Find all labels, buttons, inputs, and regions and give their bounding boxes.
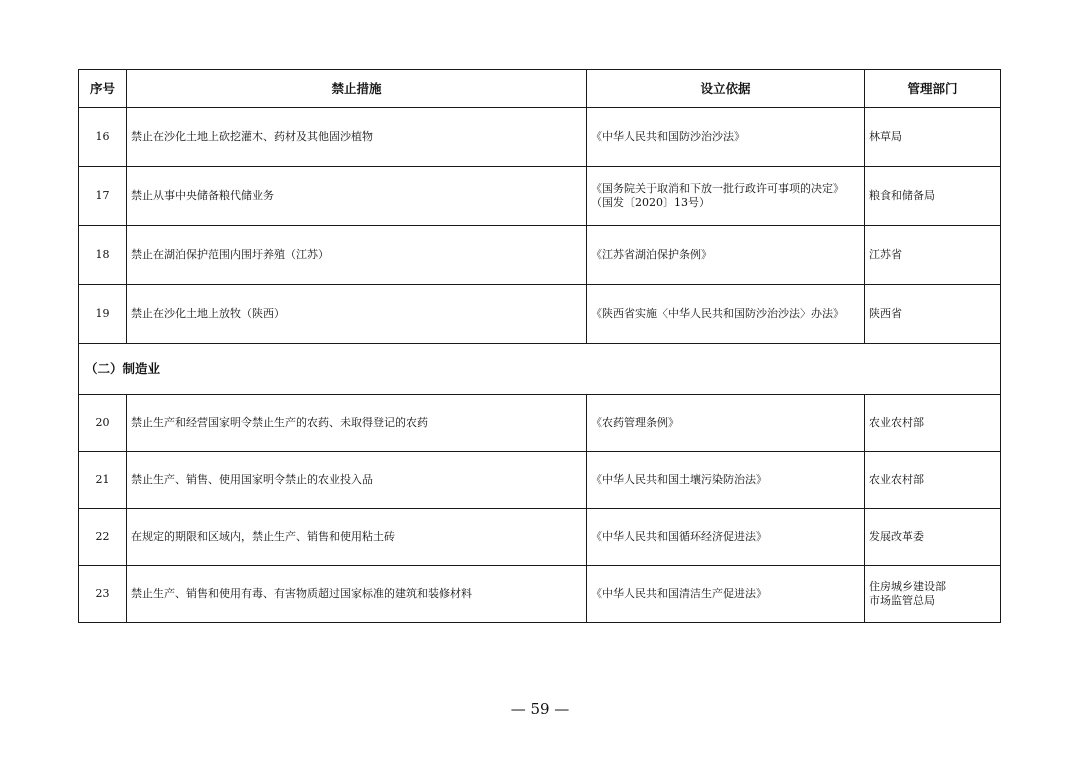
row-measure: 禁止在沙化土地上砍挖灌木、药材及其他固沙植物 (127, 108, 587, 167)
section-row (79, 344, 1001, 395)
row-basis: 《中华人民共和国防沙治沙法》 (587, 108, 865, 167)
prohibition-table (78, 69, 1001, 623)
row-number: 23 (79, 566, 127, 623)
table-row (79, 285, 1001, 344)
header-measure: 禁止措施 (127, 70, 587, 108)
table-row (79, 566, 1001, 623)
header-dept: 管理部门 (865, 70, 1001, 108)
table-row (79, 395, 1001, 452)
page-number: — 59 — (510, 700, 570, 718)
row-measure: 在规定的期限和区域内，禁止生产、销售和使用粘土砖 (127, 509, 587, 566)
table-row (79, 509, 1001, 566)
table-row (79, 108, 1001, 167)
dept-line: 市场监管总局 (869, 594, 935, 607)
row-basis: 《中华人民共和国土壤污染防治法》 (587, 452, 865, 509)
row-dept: 农业农村部 (865, 395, 1001, 452)
table-header-row (79, 70, 1001, 108)
row-dept: 林草局 (865, 108, 1001, 167)
row-measure: 禁止生产、销售、使用国家明令禁止的农业投入品 (127, 452, 587, 509)
row-measure: 禁止生产和经营国家明令禁止生产的农药、未取得登记的农药 (127, 395, 587, 452)
row-dept: 陕西省 (865, 285, 1001, 344)
row-dept (865, 566, 1001, 623)
section-title: （二）制造业 (79, 344, 1001, 395)
row-dept: 发展改革委 (865, 509, 1001, 566)
row-measure: 禁止从事中央储备粮代储业务 (127, 167, 587, 226)
row-number: 16 (79, 108, 127, 167)
row-number: 18 (79, 226, 127, 285)
row-dept: 粮食和储备局 (865, 167, 1001, 226)
row-measure: 禁止在沙化土地上放牧（陕西） (127, 285, 587, 344)
row-basis: 《江苏省湖泊保护条例》 (587, 226, 865, 285)
table-row (79, 226, 1001, 285)
row-basis: 《国务院关于取消和下放一批行政许可事项的决定》（国发〔2020〕13号） (587, 167, 865, 226)
row-number: 19 (79, 285, 127, 344)
row-measure: 禁止在湖泊保护范围内围圩养殖（江苏） (127, 226, 587, 285)
row-number: 20 (79, 395, 127, 452)
row-basis: 《农药管理条例》 (587, 395, 865, 452)
row-basis: 《陕西省实施〈中华人民共和国防沙治沙法〉办法》 (587, 285, 865, 344)
row-measure: 禁止生产、销售和使用有毒、有害物质超过国家标准的建筑和装修材料 (127, 566, 587, 623)
row-number: 21 (79, 452, 127, 509)
row-dept: 农业农村部 (865, 452, 1001, 509)
row-number: 22 (79, 509, 127, 566)
header-basis: 设立依据 (587, 70, 865, 108)
row-basis: 《中华人民共和国循环经济促进法》 (587, 509, 865, 566)
header-no: 序号 (79, 70, 127, 108)
row-dept: 江苏省 (865, 226, 1001, 285)
table-row (79, 167, 1001, 226)
dept-line: 住房城乡建设部 (869, 580, 946, 593)
row-number: 17 (79, 167, 127, 226)
row-basis: 《中华人民共和国清洁生产促进法》 (587, 566, 865, 623)
table-row (79, 452, 1001, 509)
